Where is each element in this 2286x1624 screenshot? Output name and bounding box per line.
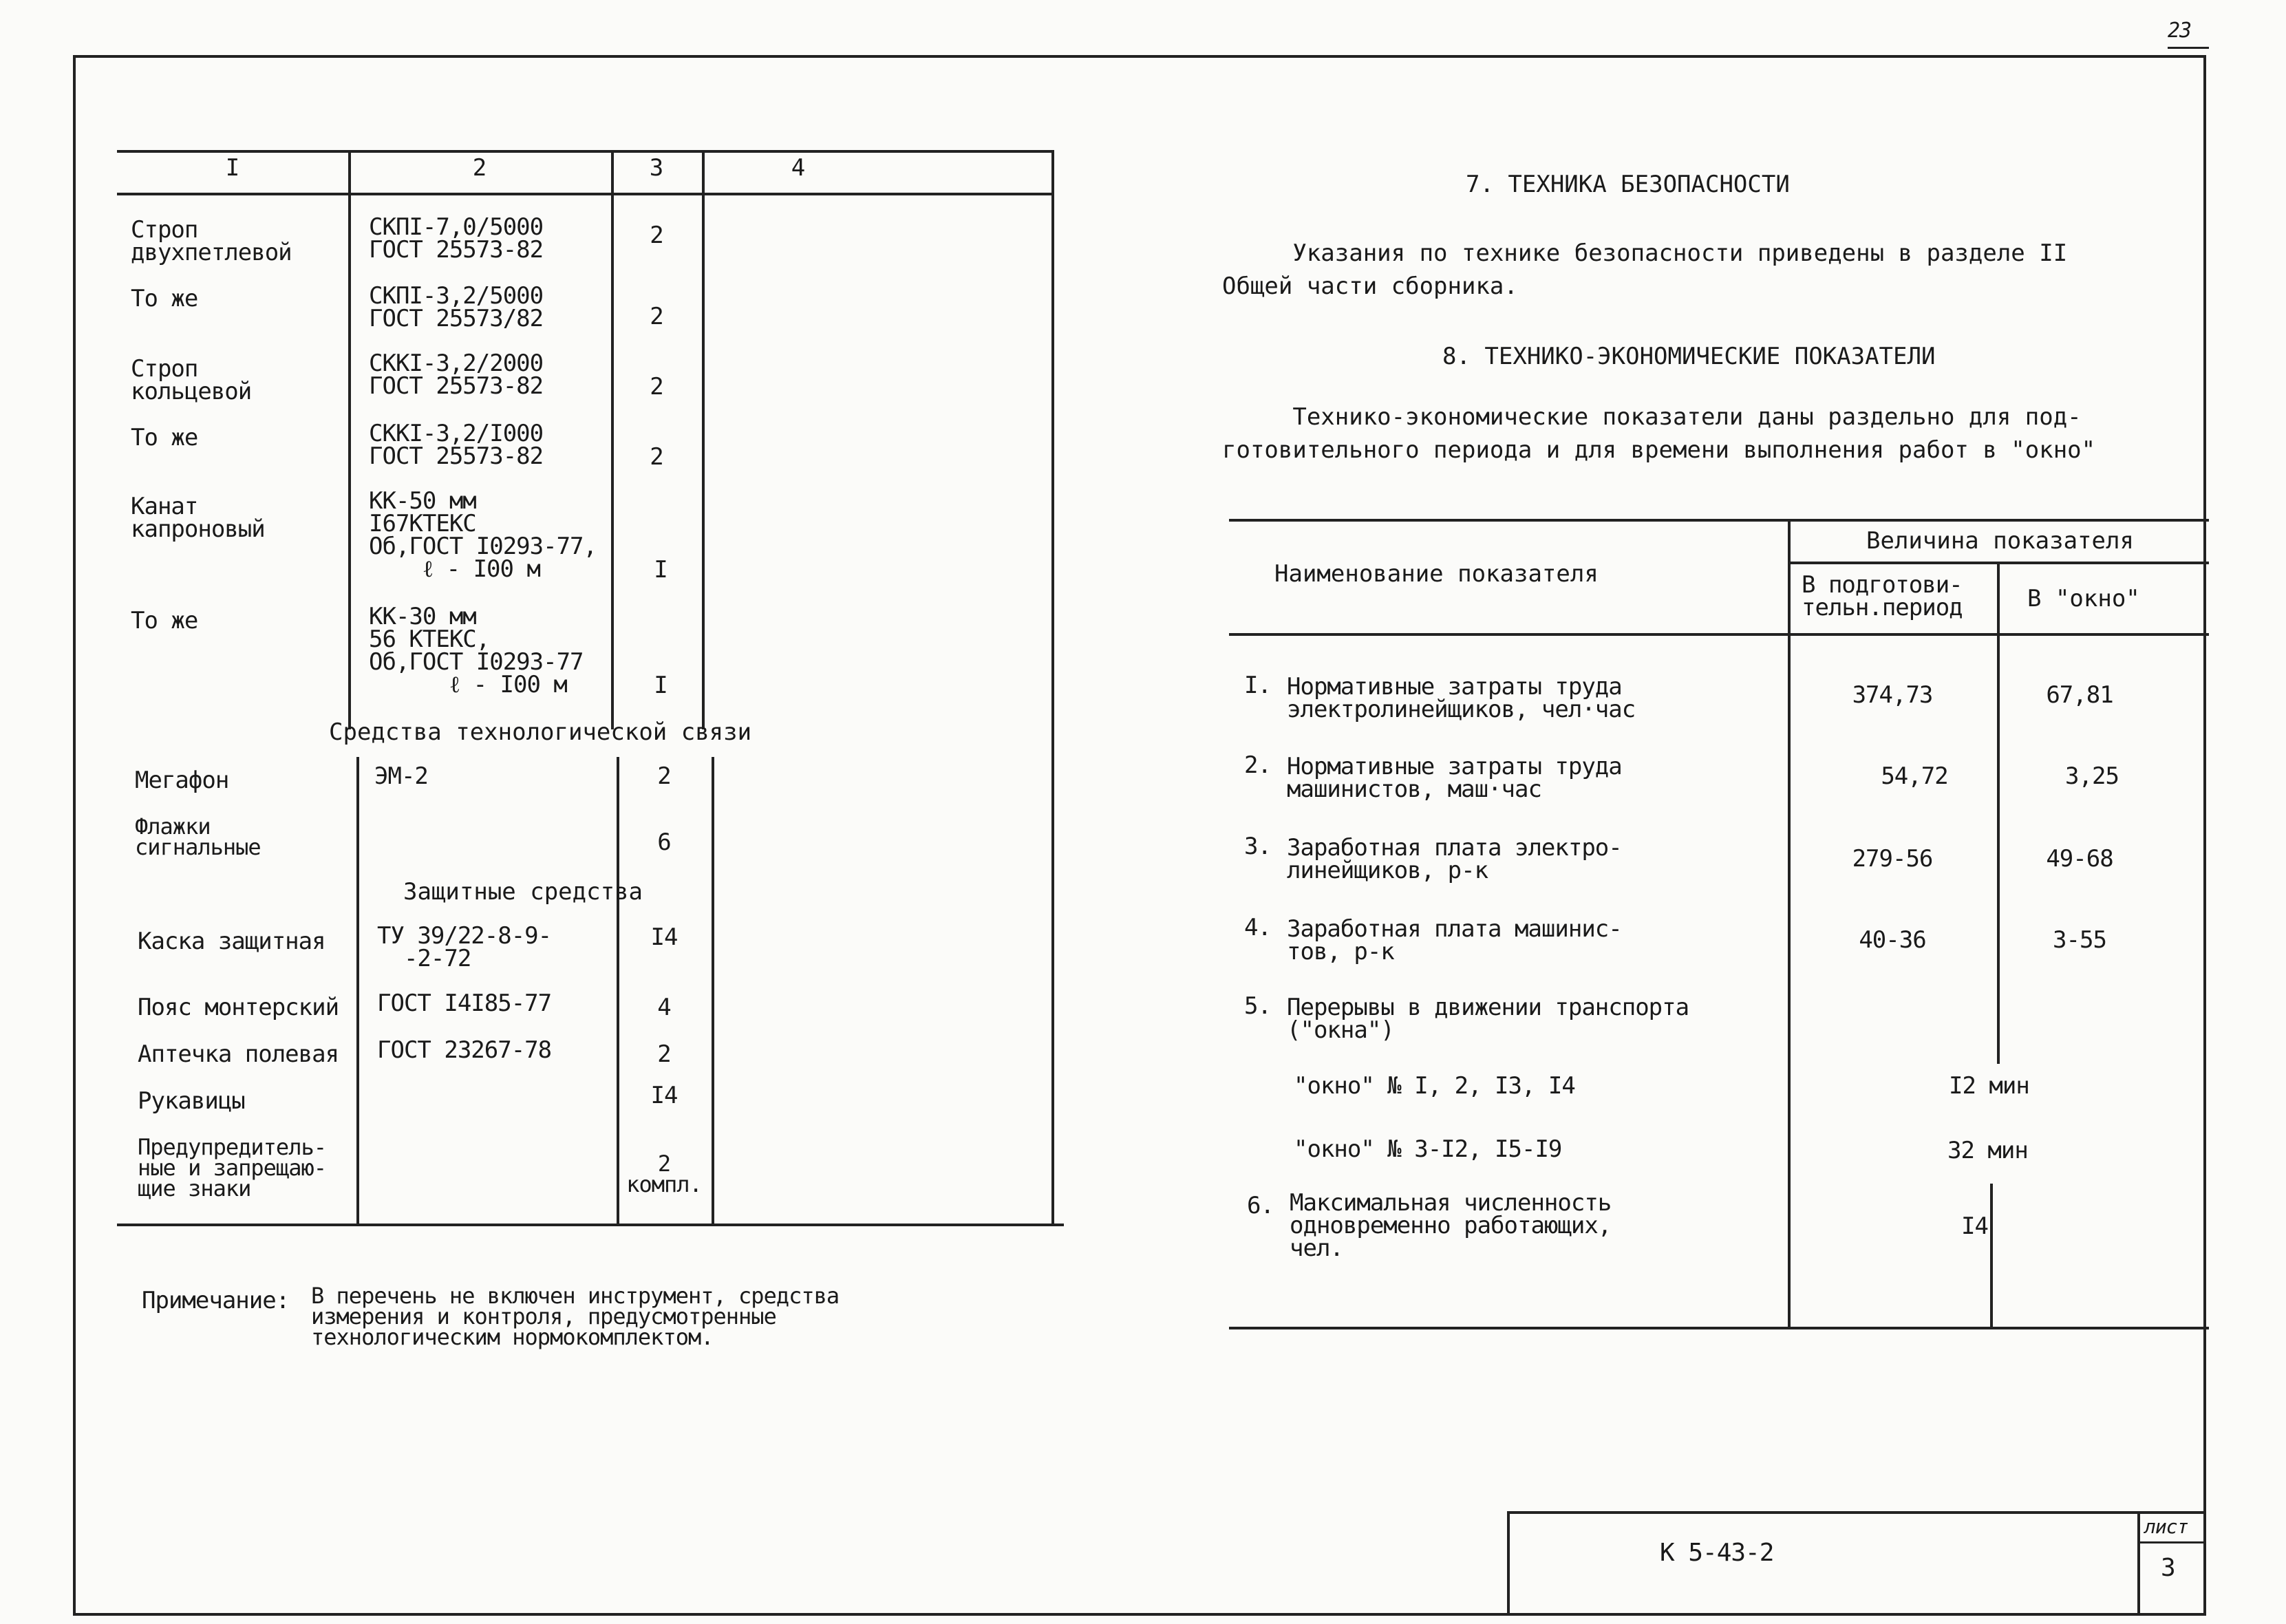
table-row-name: Предупредитель- ные и запрещаю- щие знаки bbox=[138, 1134, 326, 1201]
table-row-qty: 2 bbox=[650, 373, 663, 400]
table-row-spec: СККI-3,2/I000 ГОСТ 25573-82 bbox=[369, 420, 544, 470]
section8-text: Технико-экономические показатели даны раздельно для под- готовительного периода и для времени выполнения работ в "окно" bbox=[1222, 403, 2096, 464]
table-row-spec: СКПI-7,0/5000 ГОСТ 25573-82 bbox=[369, 213, 544, 264]
row-name: Нормативные затраты труда машинистов, маш·час bbox=[1287, 753, 1622, 803]
table-row-name: Мегафон bbox=[135, 767, 229, 794]
row-prep: 279-56 bbox=[1852, 845, 1933, 873]
header-name: Наименование показателя bbox=[1274, 560, 1599, 588]
table-row-qty: 4 bbox=[657, 994, 671, 1021]
window-label: "окно" № I, 2, I3, I4 bbox=[1294, 1072, 1575, 1100]
table-row-qty: 2 bbox=[657, 762, 671, 790]
section8-title: 8. ТЕХНИКО-ЭКОНОМИЧЕСКИЕ ПОКАЗАТЕЛИ bbox=[1442, 343, 1936, 370]
table-row-spec: ТУ 39/22-8-9- -2-72 bbox=[377, 922, 552, 972]
window-label: "окно" № 3-I2, I5-I9 bbox=[1294, 1135, 1562, 1163]
table-row-name: Аптечка полевая bbox=[138, 1040, 339, 1068]
table-row-qty: I bbox=[654, 672, 667, 699]
col-header-3: 3 bbox=[649, 154, 664, 182]
table-row-spec: ЭМ-2 bbox=[374, 762, 428, 790]
row-prep: 54,72 bbox=[1881, 762, 1948, 790]
header-value: Величина показателя bbox=[1866, 527, 2134, 555]
corner-mark: 23 bbox=[2168, 19, 2192, 43]
corner-mark-rule bbox=[2168, 47, 2209, 49]
sheet-number: 3 bbox=[2161, 1554, 2175, 1582]
table-row-name: Каска защитная bbox=[138, 928, 325, 955]
row-name: Перерывы в движении транспорта ("окна") bbox=[1287, 994, 1689, 1044]
table-row-name: Пояс монтерский bbox=[138, 994, 339, 1021]
row-name: Максимальная численность одновременно работающих, чел. bbox=[1290, 1189, 1612, 1262]
row-window: 3-55 bbox=[2053, 926, 2106, 954]
row-window: 49-68 bbox=[2046, 845, 2113, 873]
document-code: К 5-43-2 bbox=[1660, 1539, 1774, 1567]
table-row-qty: I4 bbox=[650, 923, 678, 951]
table-row-name: То же bbox=[131, 285, 198, 312]
table-row-spec: КК-50 мм I67КТЕКС Об,ГОСТ I0293-77, ℓ - I00 м bbox=[369, 487, 597, 583]
table-row-qty: I4 bbox=[650, 1082, 678, 1109]
table-row-qty: 2 компл. bbox=[626, 1151, 702, 1197]
col-header-1: I bbox=[225, 154, 240, 182]
table-row-spec: ГОСТ 23267-78 bbox=[377, 1036, 552, 1064]
table-row-qty: 6 bbox=[657, 829, 671, 856]
table-row-qty: 2 bbox=[650, 443, 663, 471]
table-row-name: Рукавицы bbox=[138, 1087, 245, 1115]
row-num: 5. bbox=[1244, 992, 1271, 1020]
header-prep: В подготови- тельн.период bbox=[1802, 571, 1963, 621]
table-row-name: Строп кольцевой bbox=[131, 355, 252, 405]
row-name: Заработная плата машинис- тов, р-к bbox=[1287, 915, 1622, 965]
row-num: I. bbox=[1244, 672, 1271, 699]
row-num: 2. bbox=[1244, 751, 1271, 779]
table-row-qty: 2 bbox=[650, 303, 663, 330]
row-name: Нормативные затраты труда электролинейщиков, чел·час bbox=[1287, 673, 1636, 723]
table-row-spec: КК-30 мм 56 КТЕКС, Об,ГОСТ I0293-77 ℓ - I00 м bbox=[369, 603, 584, 698]
row-prep: 374,73 bbox=[1852, 681, 1933, 709]
table-row-spec: СККI-3,2/2000 ГОСТ 25573-82 bbox=[369, 350, 544, 400]
note-label: Примечание: bbox=[142, 1287, 290, 1314]
row-name: Заработная плата электро- линейщиков, р-к bbox=[1287, 834, 1622, 884]
sheet-label: лист bbox=[2144, 1515, 2188, 1538]
table-row-spec: ГОСТ I4I85-77 bbox=[377, 990, 552, 1017]
row-num: 6. bbox=[1247, 1192, 1274, 1219]
table-row-qty: 2 bbox=[650, 222, 663, 249]
col-header-2: 2 bbox=[472, 154, 487, 182]
row-window: 3,25 bbox=[2065, 762, 2119, 790]
row-prep: 40-36 bbox=[1859, 926, 1926, 954]
row-num: 3. bbox=[1244, 833, 1271, 860]
table-row-qty: 2 bbox=[657, 1040, 671, 1068]
row-value: I4 bbox=[1961, 1212, 1988, 1240]
window-value: 32 мин bbox=[1947, 1137, 2028, 1164]
table-row-qty: I bbox=[654, 556, 667, 584]
section-protect-title: Защитные средства bbox=[403, 878, 643, 906]
window-value: I2 мин bbox=[1949, 1072, 2029, 1100]
section7-title: 7. ТЕХНИКА БЕЗОПАСНОСТИ bbox=[1466, 171, 1790, 198]
row-window: 67,81 bbox=[2046, 681, 2113, 709]
table-row-spec: СКПI-3,2/5000 ГОСТ 25573/82 bbox=[369, 282, 544, 332]
header-window: В "окно" bbox=[2027, 585, 2140, 612]
note-text: В перечень не включен инструмент, средства измерения и контроля, предусмотренные технологическим нормокомплектом. bbox=[311, 1283, 840, 1350]
table-row-name: Строп двухпетлевой bbox=[131, 216, 292, 266]
section-comm-title: Средства технологической связи bbox=[329, 718, 752, 746]
col-header-4: 4 bbox=[791, 154, 806, 182]
table-row-name: Флажки сигнальные bbox=[135, 813, 261, 860]
table-row-name: То же bbox=[131, 424, 198, 451]
table-row-name: Канат капроновый bbox=[131, 493, 265, 543]
section7-text: Указания по технике безопасности приведены в разделе II Общей части сборника. bbox=[1222, 239, 2068, 300]
table-row-name: То же bbox=[131, 607, 198, 634]
row-num: 4. bbox=[1244, 914, 1271, 941]
